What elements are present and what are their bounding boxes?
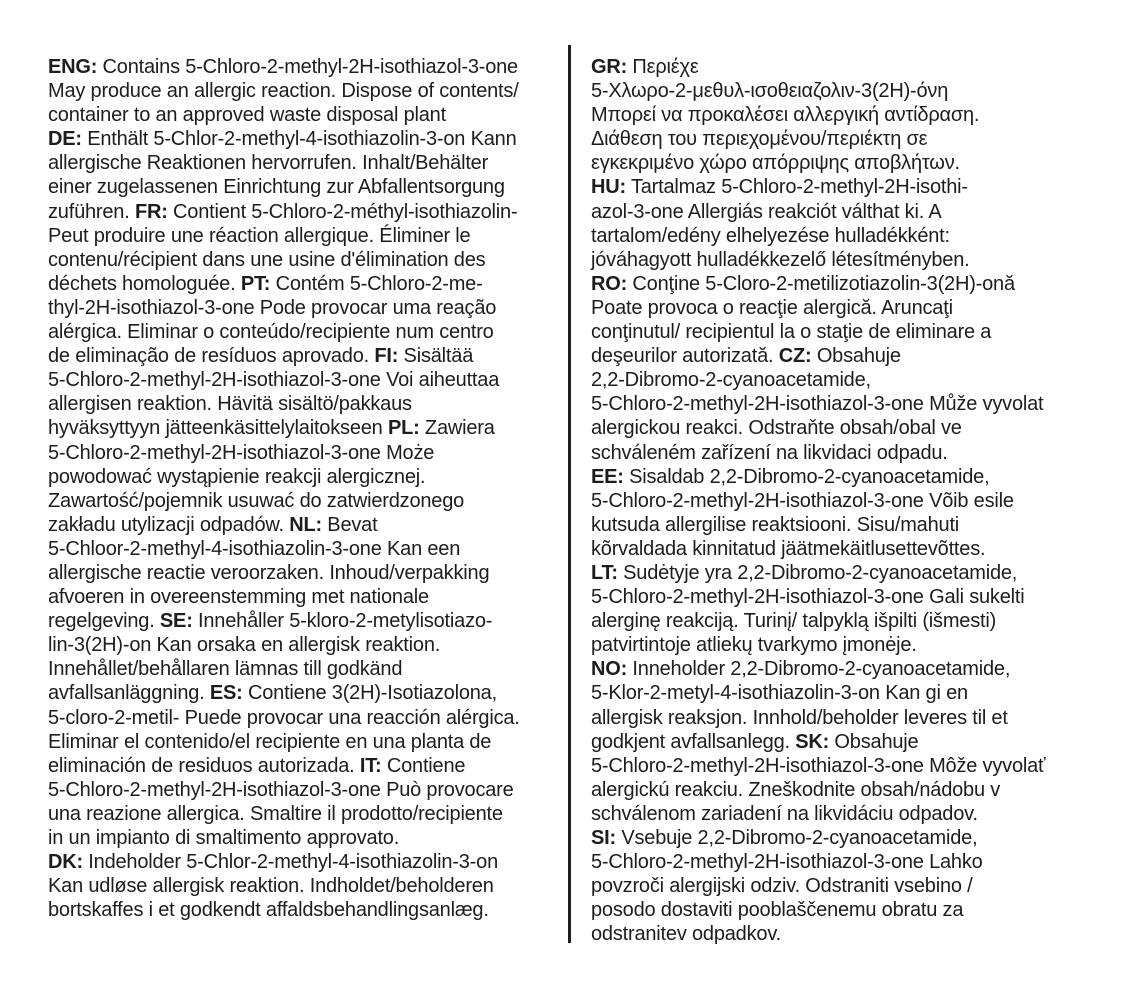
- text-line: hyväksyttyyn jätteenkäsittelylaitokseen PL: Zawiera: [48, 417, 495, 440]
- text-line: alergickú reakciu. Zneškodnite obsah/nádobu v: [591, 778, 1001, 801]
- text-line: deşeurilor autorizată. CZ: Obsahuje: [591, 345, 901, 368]
- text-line: Eliminar el contenido/el recipiente en una planta de: [48, 730, 492, 753]
- text-line: 5-Chloro-2-methyl-2H-isothiazol-3-one Può provocare: [48, 778, 514, 801]
- text-line: LT: Sudėtyje yra 2,2-Dibromo-2-cyanoacetamide,: [591, 561, 1018, 584]
- text-line: schváleném zařízení na likvidaci odpadu.: [591, 441, 948, 464]
- text-line: 5-Chloro-2-methyl-2H-isothiazol-3-one Voi aiheuttaa: [48, 369, 500, 392]
- text-line: azol-3-one Allergiás reakciót válthat ki. A: [591, 200, 942, 223]
- language-code: NL:: [289, 513, 322, 536]
- text-line: 5-Chloro-2-methyl-2H-isothiazol-3-one Võib esile: [591, 489, 1014, 512]
- text-line: zakładu utylizacji odpadów. NL: Bevat: [48, 513, 378, 536]
- text-line: Μπορεί να προκαλέσει αλλεργική αντίδραση.: [591, 104, 980, 127]
- text-line: jóváhagyott hulladékkezelő létesítményben.: [591, 248, 970, 271]
- text-line: DE: Enthält 5-Chlor-2-methyl-4-isothiazolin-3-on Kann: [48, 128, 517, 151]
- language-code: SE:: [159, 610, 193, 633]
- text-line: NO: Inneholder 2,2-Dibromo-2-cyanoacetamide,: [591, 658, 1011, 681]
- text-line: kutsuda allergilise reaktsiooni. Sisu/mahuti: [591, 513, 960, 536]
- text-line: avfallsanläggning. ES: Contiene 3(2H)-Isotiazolona,: [48, 682, 497, 705]
- column-divider: [568, 45, 571, 943]
- text-line: godkjent avfallsanlegg. SK: Obsahuje: [591, 730, 919, 753]
- text-line: EE: Sisaldab 2,2-Dibromo-2-cyanoacetamide,: [591, 465, 990, 488]
- text-line: Kan udløse allergisk reaktion. Indholdet/beholderen: [48, 875, 494, 898]
- text-line: einer zugelassenen Einrichtung zur Abfallentsorgung: [48, 176, 505, 199]
- language-code: FR:: [134, 200, 168, 223]
- text-line: HU: Tartalmaz 5-Chloro-2-methyl-2H-isothi-: [591, 176, 968, 199]
- language-code: EE:: [591, 465, 624, 488]
- text-line: εγκεκριμένο χώρο απόρριψης αποβλήτων.: [591, 152, 960, 175]
- text-line: conţinutul/ recipientul la o staţie de eliminare a: [591, 321, 992, 344]
- text-line: Διάθεση του περιεχομένου/περιέκτη σε: [591, 128, 928, 151]
- text-line: 5-Chloro-2-methyl-2H-isothiazol-3-one Gali sukelti: [591, 586, 1025, 609]
- text-line: lin-3(2H)-on Kan orsaka en allergisk reaktion.: [48, 634, 441, 657]
- text-line: GR: Περιέχε: [591, 56, 699, 78]
- language-code: ENG:: [48, 56, 98, 78]
- language-code: IT:: [359, 754, 382, 777]
- text-line: allergische Reaktionen hervorrufen. Inhalt/Behälter: [48, 152, 489, 175]
- language-code: DE:: [48, 128, 82, 151]
- text-line: patvirtintoje atliekų tvarkymo įmonėje.: [591, 634, 917, 657]
- text-line: ENG: Contains 5-Chloro-2-methyl-2H-isothiazol-3-one: [48, 56, 518, 78]
- text-line: RO: Conţine 5-Cloro-2-metilizotiazolin-3(2H)-onă: [591, 272, 1015, 295]
- language-code: GR:: [591, 56, 628, 78]
- language-code: FI:: [374, 345, 399, 368]
- text-line: 5-Klor-2-metyl-4-isothiazolin-3-on Kan gi en: [591, 682, 968, 705]
- text-line: SI: Vsebuje 2,2-Dibromo-2-cyanoacetamide,: [591, 827, 978, 849]
- text-line: 5-Chloor-2-methyl-4-isothiazolin-3-one Kan een: [48, 537, 461, 560]
- text-line: bortskaffes i et godkendt affaldsbehandlingsanlæg.: [48, 899, 489, 922]
- language-code: CZ:: [778, 345, 812, 368]
- text-line: de eliminação de resíduos aprovado. FI: Sisältää: [48, 345, 474, 368]
- text-line: Peut produire une réaction allergique. Éliminer le: [48, 224, 471, 247]
- language-code: RO:: [591, 272, 628, 295]
- text-line: 5-Chloro-2-methyl-2H-isothiazol-3-one Může vyvolat: [591, 393, 1044, 416]
- language-code: SI:: [591, 827, 616, 849]
- language-code: PT:: [240, 272, 271, 295]
- text-line: in un impianto di smaltimento approvato.: [48, 827, 400, 849]
- text-line: alerginę reakciją. Turinį/ talpyklą išpilti (išmesti): [591, 610, 997, 633]
- language-code: LT:: [591, 561, 618, 584]
- text-line: container to an approved waste disposal plant: [48, 104, 446, 127]
- language-code: ES:: [209, 682, 243, 705]
- right-column: [591, 55, 1121, 946]
- language-code: PL:: [387, 417, 420, 440]
- text-line: 5-Chloro-2-methyl-2H-isothiazol-3-one Może: [48, 441, 435, 464]
- text-line: DK: Indeholder 5-Chlor-2-methyl-4-isothiazolin-3-on: [48, 851, 498, 874]
- left-column: [48, 55, 566, 922]
- text-line: povzroči alergijski odziv. Odstraniti vsebino /: [591, 875, 973, 898]
- text-line: contenu/récipient dans une usine d'élimination des: [48, 248, 486, 271]
- text-line: Poate provoca o reacţie alergică. Aruncaţi: [591, 296, 953, 319]
- text-line: Zawartość/pojemnik usuwać do zatwierdzonego: [48, 489, 465, 512]
- text-line: regelgeving. SE: Innehåller 5-kloro-2-metylisotiazo-: [48, 610, 493, 633]
- text-line: posodo dostaviti pooblaščenemu obratu za: [591, 899, 964, 922]
- language-code: DK:: [48, 851, 83, 874]
- text-line: zuführen. FR: Contient 5-Chloro-2-méthyl-isothiazolin-: [48, 200, 518, 223]
- language-code: SK:: [795, 730, 830, 753]
- text-line: 5-Chloro-2-methyl-2H-isothiazol-3-one Lahko: [591, 851, 983, 874]
- text-line: May produce an allergic reaction. Dispose of contents/: [48, 80, 519, 103]
- text-line: afvoeren in overeenstemming met nationale: [48, 586, 429, 609]
- text-line: 2,2-Dibromo-2-cyanoacetamide,: [591, 369, 871, 392]
- text-line: thyl-2H-isothiazol-3-one Pode provocar uma reação: [48, 296, 497, 319]
- text-line: alérgica. Eliminar o conteúdo/recipiente num centro: [48, 321, 494, 344]
- text-line: schválenom zariadení na likvidáciu odpadov.: [591, 802, 978, 825]
- text-line: déchets homologuée. PT: Contém 5-Chloro-2-me-: [48, 272, 483, 295]
- language-code: HU:: [591, 176, 626, 199]
- language-code: NO:: [591, 658, 628, 681]
- text-line: allergisen reaktion. Hävitä sisältö/pakkaus: [48, 393, 412, 416]
- text-line: allergische reactie veroorzaken. Inhoud/verpakking: [48, 561, 490, 584]
- text-line: 5-cloro-2-metil- Puede provocar una reacción alérgica.: [48, 706, 520, 729]
- text-line: Innehållet/behållaren lämnas till godkänd: [48, 658, 403, 681]
- text-line: eliminación de residuos autorizada. IT: Contiene: [48, 754, 466, 777]
- text-line: tartalom/edény elhelyezése hulladékként:: [591, 224, 950, 247]
- text-line: powodować wystąpienie reakcji alergicznej.: [48, 465, 426, 488]
- text-line: odstranitev odpadkov.: [591, 923, 781, 946]
- text-line: una reazione allergica. Smaltire il prodotto/recipiente: [48, 802, 503, 825]
- text-line: kõrvaldada kinnitatud jäätmekäitlusettevõttes.: [591, 537, 986, 560]
- text-line: 5-Χλωρο-2-μεθυλ-ισοθειαζολιν-3(2Η)-όνη: [591, 80, 949, 103]
- text-line: alergickou reakci. Odstraňte obsah/obal ve: [591, 417, 962, 440]
- text-line: 5-Chloro-2-methyl-2H-isothiazol-3-one Môže vyvolať: [591, 754, 1046, 777]
- text-line: allergisk reaksjon. Innhold/beholder leveres til et: [591, 706, 1008, 729]
